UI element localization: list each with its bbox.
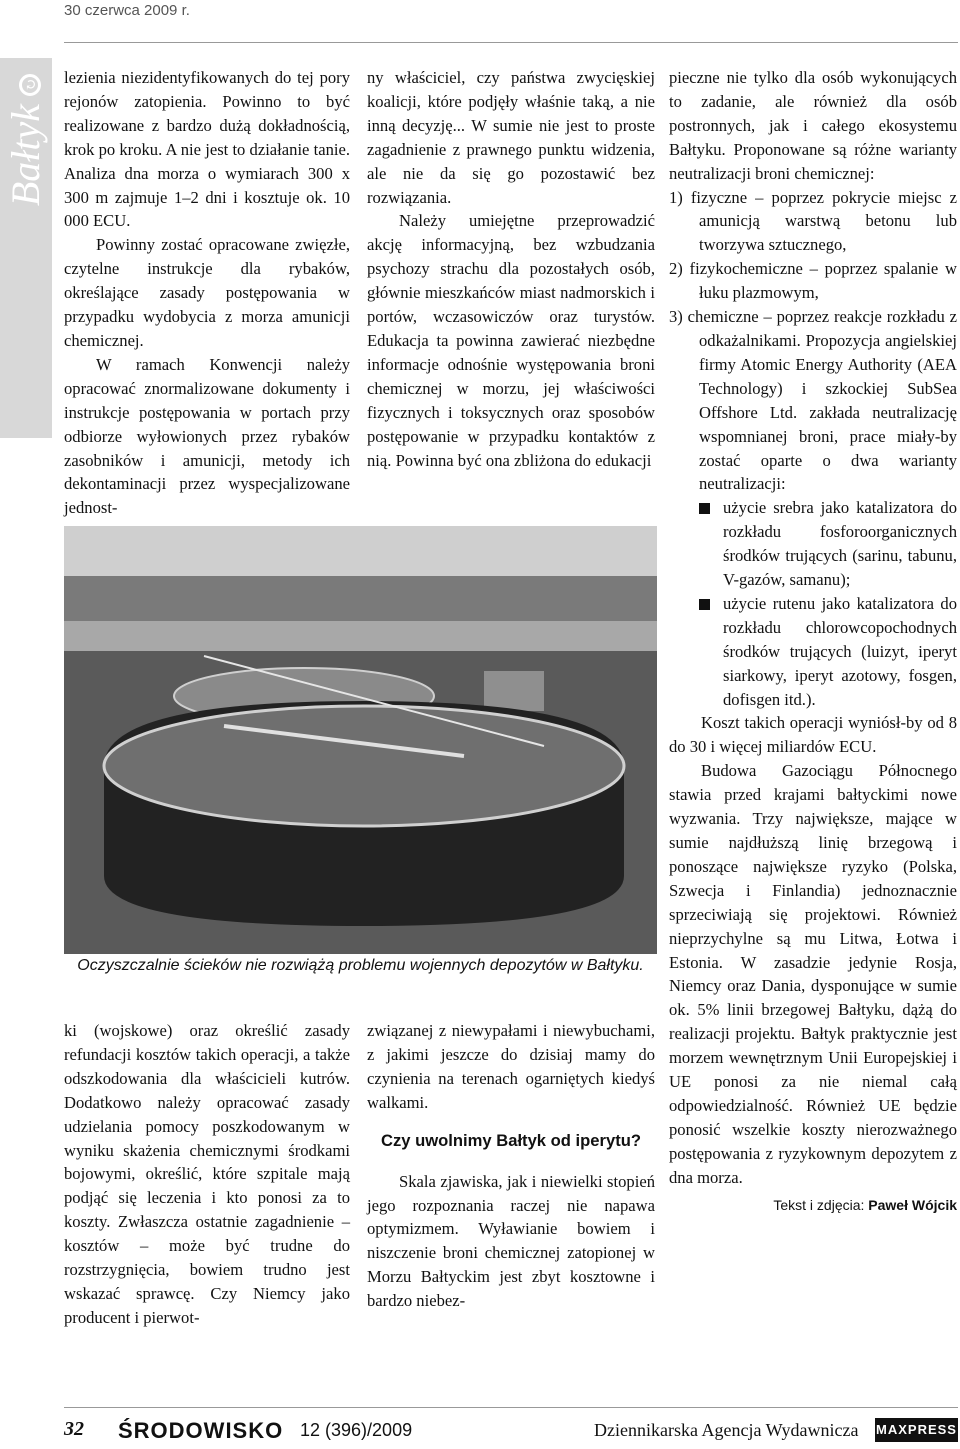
footer-rule	[64, 1407, 958, 1408]
publisher-logo: MAXPRESS	[875, 1418, 958, 1442]
paragraph: ny właściciel, czy państwa zwycięskiej koalicji, które podjęły właśnie taką, a nie inną decyzję... W sumie nie jest to proste zagadnienie z prawnego punktu widzenia, ale nie da się go pozostawić bez rozwiązania.	[367, 68, 655, 207]
column-4	[64, 1019, 350, 1330]
paragraph: Powinny zostać opracowane zwięzłe, czytelne instrukcje dla rybaków, określające zasady postępowania w przypadku wydobycia z morza amunicji chemicznej.	[64, 235, 350, 350]
header-rule	[64, 42, 958, 43]
paragraph: Skala zjawiska, jak i niewielki stopień jego rozpoznania raczej nie napawa optymizmem. Wyławianie bowiem i niszczenie broni chemicznej zatopionej w Morzu Bałtyckim jest zbyt kosztowne i bardzo niebez-	[367, 1171, 655, 1311]
section-tab	[0, 58, 52, 438]
column-2	[367, 66, 655, 472]
list-item: 1) fizyczne – poprzez pokrycie miejsc z amunicją warstwą betonu lub tworzywa sztucznego,	[669, 187, 957, 255]
issue-date: 30 czerwca 2009 r.	[64, 2, 190, 19]
paragraph: lezienia niezidentyfikowanych do tej pory rejonów zatopienia. Powinno to być realizowane z bardzo dużą dokładnością, krok po kroku. A nie jest to działanie tanie. Analiza dna morza o wymiarach 300 x 300 m zajmuje 1–2 dni i kosztuje ok. 10 000 ECU.	[64, 68, 350, 231]
list-item: 3) chemiczne – poprzez reakcje rozkładu z odkażalnikami. Propozycja angielskiej firmy Atomic Energy Authority (AEA Technology) i szkockiej SubSea Offshore Ltd. zakłada neutralizację wspomnianej broni, prace miały-by zostać oparte o dwa warianty neutralizacji:	[669, 307, 957, 494]
column-3	[669, 66, 957, 1218]
bullet-item: użycie srebra jako katalizatora do rozkładu fosforoorganicznych środków trujących (sarinu, tabunu, V-gazów, samanu);	[669, 496, 957, 592]
subheading: Czy uwolnimy Bałtyk od iperytu?	[380, 1130, 641, 1150]
list-item: 2) fizykochemiczne – poprzez spalanie w łuku plazmowym,	[669, 259, 957, 303]
page-number: 32	[64, 1418, 84, 1440]
circular-arrow-icon: ↻	[19, 74, 41, 96]
column-1	[64, 66, 350, 520]
square-bullet-icon	[699, 503, 710, 514]
paragraph: W ramach Konwencji należy opracować znormalizowane dokumenty i instrukcje postępowania w portach przy odbiorze wyłowionych przez rybaków zasobników i amunicji, metody ich dekontaminacji przez wyspecjalizowane jednost-	[64, 354, 350, 518]
paragraph: związanej z niewypałami i niewybuchami, z jakimi jeszcze do dzisiaj mamy do czynienia na terenach ogarniętych kiedyś walkami.	[367, 1021, 655, 1112]
paragraph: ki (wojskowe) oraz określić zasady refundacji kosztów takich operacji, a także odszkodowania dla właścicieli kutrów. Dodatkowo należy opracować zasady udzielania pomocy poszkodowanym w wyniku skażenia chemicznymi środkami bojowymi, określić, które szpitale mają podjąć się leczenia i kto ponosi za to koszty. Zwłaszcza ostatnie zagadnienie – kosztów – może być trudne do rozstrzygnięcia, bowiem trudno jest wskazać sprawcę. Czy Niemcy jako producent i pierwot-	[64, 1021, 350, 1327]
column-5	[367, 1019, 655, 1313]
paragraph: Budowa Gazociągu Północnego stawia przed krajami bałtyckimi nowe wyzwania. Trzy największe, mające w sumie najdłuższą linię brzegową i ponoszące największe ryzyko (Polska, Szwecja i Finlandia) jednoznacznie sprzeciwiają się projektowi. Również nieprzychylne są mu Litwa, Łotwa i Estonia. W zasadzie jedynie Rosja, Niemcy oraz Dania, dysponujące w sumie ok. 5% linii brzegowej Bałtyku, dążą do realizacji projektu. Bałtyk praktycznie jest morzem wewnętrznym Unii Europejskiej i UE ponosi za nie niemal całą odpowiedzialność. Również UE będzie ponosić wszelkie koszty nierozważnego postępowania z ryzykownym depozytem z dna morza.	[669, 761, 957, 1187]
publisher-name: Dziennikarska Agencja Wydawnicza	[594, 1420, 859, 1440]
neutralization-list	[669, 186, 957, 497]
section-title: Bałtyk↻	[0, 60, 52, 438]
magazine-logo: ŚRODOWISKO	[118, 1418, 284, 1443]
issue-number: 12 (396)/2009	[300, 1420, 413, 1440]
bullet-list	[669, 496, 957, 711]
square-bullet-icon	[699, 599, 710, 610]
paragraph: Należy umiejętne przeprowadzić akcję informacyjną, bez wzbudzania psychozy strachu dla pozostałych osób, głównie mieszkańców miast nadmorskich i portów, wczasowiczów oraz turystów. Edukacja ta powinna zawierać niezbędne informacje odnośnie występowania broni chemicznej w morzu, jej właściwości fizycznych i toksycznych oraz sposobów postępowanie w przypadku kontaktów z nią. Powinna być ona zbliżona do edukacji	[367, 211, 655, 470]
paragraph: pieczne nie tylko dla osób wykonujących to zadanie, ale również dla osób postronnych, jak i całego ekosystemu Bałtyku. Proponowane są różne warianty neutralizacji broni chemicznej:	[669, 68, 957, 183]
photo-caption: Oczyszczalnie ścieków nie rozwiążą problemu wojennych depozytów w Bałtyku.	[77, 957, 644, 974]
bullet-item: użycie rutenu jako katalizatora do rozkładu chlorowcopochodnych środków trujących (luizyt, iperyt siarkowy, iperyt azotowy, fosgen, dofisgen itd.).	[669, 592, 957, 712]
sewage-treatment-tank-photo	[64, 526, 657, 954]
author-credit: Tekst i zdjęcia: Paweł Wójcik	[773, 1196, 957, 1213]
paragraph: Koszt takich operacji wyniósł-by od 8 do 30 i więcej miliardów ECU.	[669, 713, 957, 757]
photo-illustration	[64, 526, 657, 954]
